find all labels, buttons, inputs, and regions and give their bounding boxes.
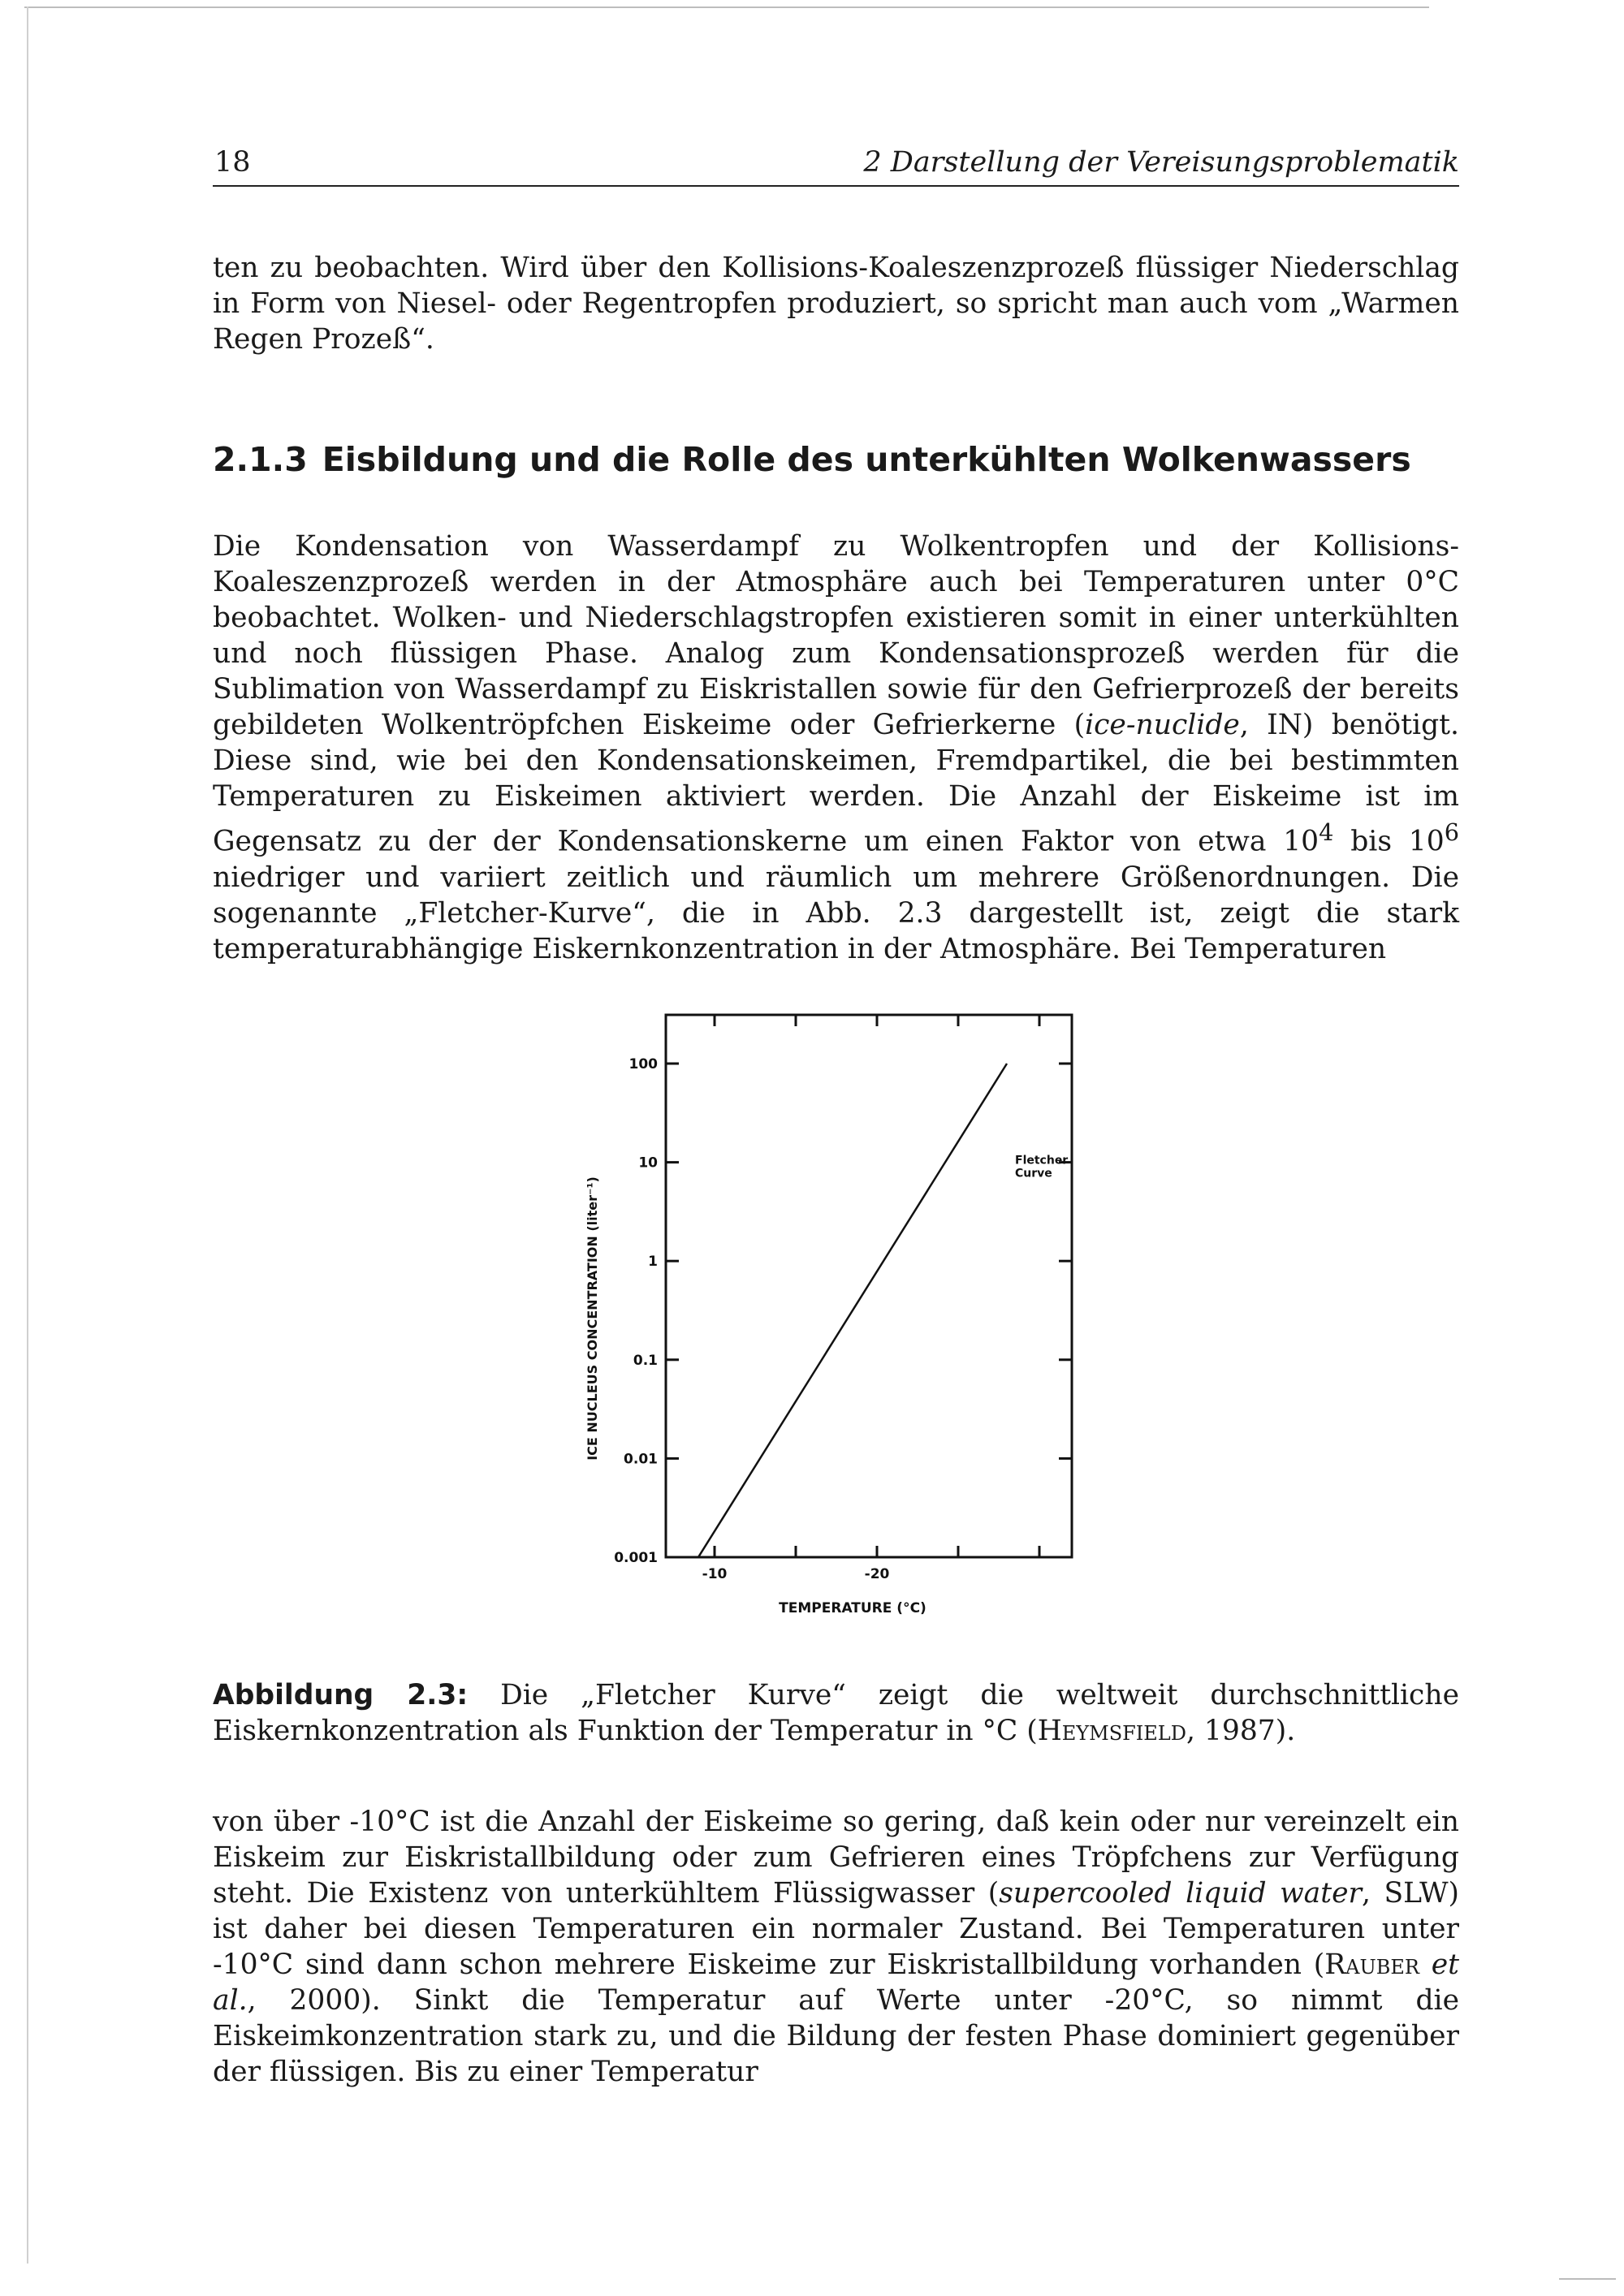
citation-et-al: et al. xyxy=(213,1949,1459,2017)
scan-border-left xyxy=(27,6,28,2264)
caption-text-1: Die „Fletcher Kurve“ zeigt die weltweit durchschnittliche Eiskernkonzentration als Funktion der Temperatur in °C ( xyxy=(213,1679,1460,1747)
figure-caption xyxy=(213,1677,1459,1749)
paragraph-2-part-4: niedriger und variiert zeitlich und räumlich um mehrere Größenordnungen. Die sogenannte „Fletcher-Kurve“, die in Abb. 2.3 dargestellt ist, zeigt die stark temperaturabhängige Eiskernkonzentration in der Atmosphäre. Bei Temperaturen xyxy=(213,861,1459,965)
paragraph-3-part-3: , 2000). Sinkt die Temperatur auf Werte unter -20°C, so nimmt die Eiskeimkonzentration stark zu, und die Bildung der festen Phase dominiert gegenüber der flüssigen. Bis zu einer Temperatur xyxy=(213,1984,1459,2088)
x-axis-title: TEMPERATURE (°C) xyxy=(779,1600,926,1616)
exponent-4: 4 xyxy=(1319,818,1334,846)
chapter-title: 2 Darstellung der Vereisungsproblematik xyxy=(863,146,1459,179)
fletcher-chart xyxy=(560,999,1096,1624)
scan-border-top xyxy=(24,6,1429,8)
fletcher-curve-line xyxy=(698,1064,1007,1557)
fletcher-curve-label xyxy=(1015,1154,1068,1180)
caption-citation-author: Heymsfield xyxy=(1037,1715,1186,1747)
paragraph-2-part-1: Die Kondensation von Wasserdampf zu Wolkentropfen und der Kollisions-Koaleszenzprozeß werden in der Atmosphäre auch bei Temperaturen unter 0°C beobachtet. Wolken- und Niederschlagstropfen existieren somit in einer unterkühlten und noch flüssigen Phase. Analog zum Kondensationsprozeß werden für die Sublimation von Wasserdampf zu Eiskristallen sowie für den Gefrierprozeß der bereits gebildeten Wolkentröpfchen Eiskeime oder Gefrierkerne ( xyxy=(213,530,1459,741)
scan-corner-mark xyxy=(1559,2278,1616,2280)
y-tick-label: 0.001 xyxy=(614,1550,658,1566)
term-supercooled-liquid-water: supercooled liquid water xyxy=(999,1877,1362,1910)
paragraph-3-part-2: , SLW) ist daher bei diesen Temperaturen ein normaler Zustand. Bei Temperaturen unter -10°C sind dann schon mehrere Eiskeime zur Eiskristallbildung vorhanden ( xyxy=(213,1877,1459,1981)
paragraph-3-part-1: von über -10°C ist die Anzahl der Eiskeime so gering, daß kein oder nur vereinzelt ein Eiskeim zur Eiskristallbildung oder zum Gefrieren eines Tröpfchens zur Verfügung steht. Die Existenz von unterkühltem Flüssigwasser ( xyxy=(213,1806,1459,1910)
y-tick-label: 0.01 xyxy=(624,1451,658,1468)
y-tick-label: 1 xyxy=(648,1254,658,1271)
paragraph-3 xyxy=(213,1804,1459,2090)
paragraph-2-part-2: , IN) benötigt. Diese sind, wie bei den Kondensationskeimen, Fremdpartikel, die bei bestimmten Temperaturen zu Eiskeimen aktiviert werden. Die Anzahl der Eiskeime ist im Gegensatz zu der der Kondensationskerne um einen Faktor von etwa 10 xyxy=(213,709,1459,858)
y-tick-label: 10 xyxy=(638,1154,658,1172)
citation-author-rauber: Rauber xyxy=(1324,1949,1419,1981)
paragraph-1: ten zu beobachten. Wird über den Kollisions-Koaleszenzprozeß flüssiger Niederschlag in Form von Niesel- oder Regentropfen produziert, so spricht man auch vom „Warmen Regen Prozeß“. xyxy=(213,252,1459,356)
term-ice-nuclide: ice-nuclide xyxy=(1085,709,1240,741)
section-heading xyxy=(213,438,1411,481)
running-header xyxy=(213,145,1459,187)
caption-text-2: , 1987). xyxy=(1186,1715,1296,1747)
y-tick-label: 0.1 xyxy=(633,1352,658,1369)
fletcher-curve-label-line: Curve xyxy=(1015,1167,1052,1180)
x-tick-label: -10 xyxy=(702,1566,728,1582)
paragraph-2 xyxy=(213,529,1459,967)
y-tick-label: 100 xyxy=(628,1056,658,1072)
page-number: 18 xyxy=(214,146,251,179)
figure-fletcher-curve xyxy=(560,999,1096,1624)
caption-label: Abbildung 2.3: xyxy=(213,1679,469,1711)
section-number: 2.1.3 xyxy=(213,440,308,479)
fletcher-curve-label-line: Fletcher xyxy=(1015,1154,1069,1167)
y-axis-title: ICE NUCLEUS CONCENTRATION (liter⁻¹) xyxy=(585,1176,600,1461)
paragraph-2-part-3: bis 10 xyxy=(1333,825,1445,858)
exponent-6: 6 xyxy=(1444,818,1459,846)
section-title: Eisbildung und die Rolle des unterkühlten Wolkenwassers xyxy=(322,440,1411,479)
x-tick-label: -20 xyxy=(864,1566,890,1582)
